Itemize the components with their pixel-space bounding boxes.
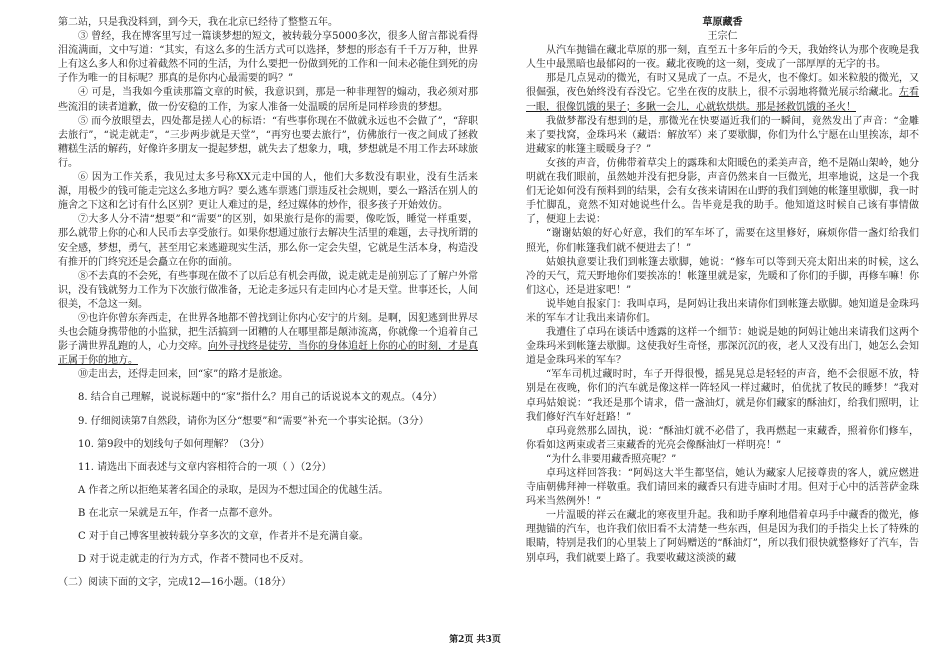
question-9: 9. 仔细阅读第7自然段，请你为区分“想要”和“需要”补充一个事实论据。（3分） [78,415,429,427]
article-paragraph: 姑娘执意要让我们到帐篷去歇脚，她说：“修车可以等到天亮太阳出来的时候，这么冷的天气，荒天野地你们要挨冻的！帐篷里就是家，先暖和了你们的手脚，再修车嘛！你们这心，还是进家吧！” [526,256,919,296]
paragraph-9 [58,312,478,368]
underlined-sentence: 左看一眼，很像饥饿的果子；多瞅一会儿，心就软烘烘。那是拯救饥饿的圣火！ [526,87,920,113]
paragraph-9-text: ⑨也许你曾东奔西走，在世界各地都不曾找到让你内心安宁的片刻。是啊，因犯逃到世界尽头也会随身携带他的小监狱，把生活搞到一团糟的人在哪里都是颠沛流离，你就像一个追着自己影子满世界乱跑的人，心力交瘁。 [58,312,478,353]
option-d: D 对于说走就走的行为方式，作者不赞同也不反对。 [78,554,310,566]
article-paragraph: 卓玛这样回答我：“阿妈这大半生都坚信，她认为藏家人尼接尊贵的客人，就应燃进寺庙朝佛拜神一样敬重。我们请回来的藏香只有进寺庙时才用。但对于心中的活菩萨金珠玛米当然例外！” [526,468,919,508]
article-paragraph: 我遭住了卓玛在谈话中透露的这样一个细节：她说是她的阿妈让她出来请我们这两个金珠玛米到帐篷去歇脚。这使我好生奇怪，那深沉沉的夜，老人又没有出门，她怎么会知道是金珠玛米的军车？ [526,327,919,367]
question-10: 10. 第9段中的划线句子如何理解？（3分） [78,438,270,450]
page-number: 第2页 共3页 [449,635,501,645]
right-column [526,16,919,566]
article-paragraph [526,72,919,114]
option-c: C 对于自己博客里被转载分享多次的文章，作者并不是充满自豪。 [78,531,369,542]
paragraph-6: ⑥ 因为工作关系，我见过太多号称XX元走中国的人，他们大多数没有职业，没有生活来源，用极少的钱可能走完这么多地方吗？要么逃车票逃门票违反社会规则，要么一路活在别人的施舍之下这和乞讨有什么区别？更让人难过的是，经过媒体的炒作，很多孩子开始效仿。 [58,172,478,212]
article-paragraph-text: 那是几点晃动的微光，有时又晃成了一点。不是火，也不像灯。如米粒般的微光，又很倔强，夜色始终没有吞没它。它坐在夜的皮肤上，很不示弱地将微光展示给藏北。 [526,73,919,99]
article-paragraph: 一片温暖的祥云在藏北的寒夜里升起。我和助手摩利地借着卓玛手中藏香的微光，修理抛锚的汽车，也许我们依旧看不太清楚一些东西，但是因为我们的手指尖上长了特殊的眼睛，特别是我们的心里装上了阿妈赠送的“酥油灯”，所以我们很快就整修好了汽车，告别卓玛，我们就要上路了。我要收藏这淡淡的藏 [526,510,919,564]
paragraph-5: ⑤ 而今放眼望去，四处都是搓人心的标语：“有些事你现在不做就永远也不会做了”，“辞职去旅行”，“说走就走”，“三步两步就是天堂”，“再穷也要去旅行”，仿佛旅行一夜之间成了拯救糟糕生活的解药，好像许多朋友一提起梦想，就失去了想象力，哦，梦想就是不用工作去环球旅行。 [58,115,478,169]
left-column [58,16,478,590]
question-8: 8. 结合自己理解，说说标题中的“家”指什么？用自己的话说说本文的观点。（4分） [78,392,443,404]
article-paragraph: 从汽车抛锚在藏北草原的那一刻，直至五十多年后的今天，我始终认为那个夜晚是我人生中最黑暗也最郁闷的一夜。藏北夜晚的这一刻，变成了一部厚厚的无字的书。 [526,45,919,71]
article-author: 王宗仁 [707,31,738,43]
article-title: 草原藏香 [702,17,743,28]
article-paragraph: 说毕她自报家门：我叫卓玛，是阿妈让我出来请你们到帐篷去歇脚。她知道是金珠玛米的军车才让我出来请你们。 [526,298,919,324]
paragraph-4: ④ 可是，当我如今重读那篇文章的时候，我意识到，那是一种非理智的煽动，我必须对那些流泪的读者道歉，做一份安稳的工作，为家人准备一处温暖的居所是同样珍贵的梦想。 [58,87,478,113]
option-b: B 在北京一呆就是五年，作者一点都不意外。 [78,507,279,519]
paragraph-10: ⑩走出去，还得走回来，回“家”的路才是旅途。 [78,369,289,381]
option-a: A 作者之所以拒绝某著名国企的录取，是因为不想过国企的优越生活。 [78,484,389,496]
paragraph-7: ⑦大多人分不清“想要”和“需要”的区别，如果旅行是你的需要，像吃饭，睡觉一样重要，那么就带上你的心和人民币去享受旅行。如果你想通过旅行去解决生活里的难题，去寻找所谓的安全感，梦想，勇气，甚至用它来逃避现实生活，那么你一定会失望，它就是生活本身，构造没有推开的门终究还是会矗立在你的面前。 [58,214,478,268]
article-paragraph: “谢谢姑娘的好心好意，我们的军车坏了，需要在这里修好，麻烦你借一盏灯给我们照光，你们帐篷我们就不便进去了！” [526,228,919,254]
section-heading: （二）阅读下面的文字，完成12—16小题。（18分） [58,577,292,589]
paragraph: 第二站，只是我没料到，到今天，我在北京已经待了整整五年。 [58,17,338,28]
article-paragraph: “军车司机过藏时时，车子开得很慢，摇晃晃总是轻轻的声音，绝不会很愿不放，特别是在夜晚，你们的汽车就是像这样一阵轻风一样过藏时，伯优扰了牧民的睡梦！”我对卓玛姑娘说：“我还是那个请求，借一盏油灯，就是你们藏家的酥油灯，给我们照明，让我们修好汽车好赶路！” [526,369,919,423]
question-11: 11. 请选出下面表述与文章内容相符合的一项（ ）（2分） [78,461,332,473]
article-paragraph: 我做梦都没有想到的是，那微光在快要逼近我们的一瞬间，竟然发出了声音：“金雕来了要找窝，金珠玛米（藏语：解放军）来了要歇脚，你们为什么宁愿在山里挨冻，却不进藏家的帐篷主暖暖身子？” [526,115,919,155]
underlined-sentence: 向外寻找终是徒劳，当你的身体追赶上你的心的时刻，才是真正属于你的地方。 [58,341,478,367]
paragraph-3: ③ 曾经，我在博客里写过一篇谈梦想的短文，被转载分享5000多次，很多人留言都说看得泪流满面，文中写道：“其实，有这么多的生活方式可以选择，梦想的形态有千千万万种，世界上有这么多人和你过着截然不同的生活，为什么要把一份做到死的工作和一间未必能住到死的房子作为唯一的目标呢？那真的是你内心最需要的吗？” [58,31,478,85]
article-paragraph: 卓玛竟然那么固执，说：“酥油灯就不必借了，我再燃起一束藏香，照着你们修车，你看如这两束或者三束藏香的光亮会像酥油灯一样明亮！” [526,425,919,451]
article-paragraph: 女孩的声音，仿佛带着草尖上的露珠和太阳暖色的柔美声音，绝不是隔山架岭，她分明就在我们眼前，虽然她并没有把身影，声音仍然来自一巨微光，坦率地说，这是一个我们无论如何没有预料到的结果，会有女孩来请困在山野的我们到她的帐篷里歇脚，我一时手忙脚乱，竟然不知对她说些什么。告毕竟是我的助手。他知道这时候自己该有事情做了，便迎上去说： [526,157,919,226]
paragraph-8: ⑧不去真的不会死，有些事现在做不了以后总有机会再做，说走就走是前别忘了了解户外常识，没有钱就努力工作为下次旅行做准备，无论走多远只有走回内心才是天堂。世事还长，人间很美，不急这一刻。 [58,270,478,310]
article-paragraph: “为什么非要用藏香照亮呢？” [546,453,677,465]
